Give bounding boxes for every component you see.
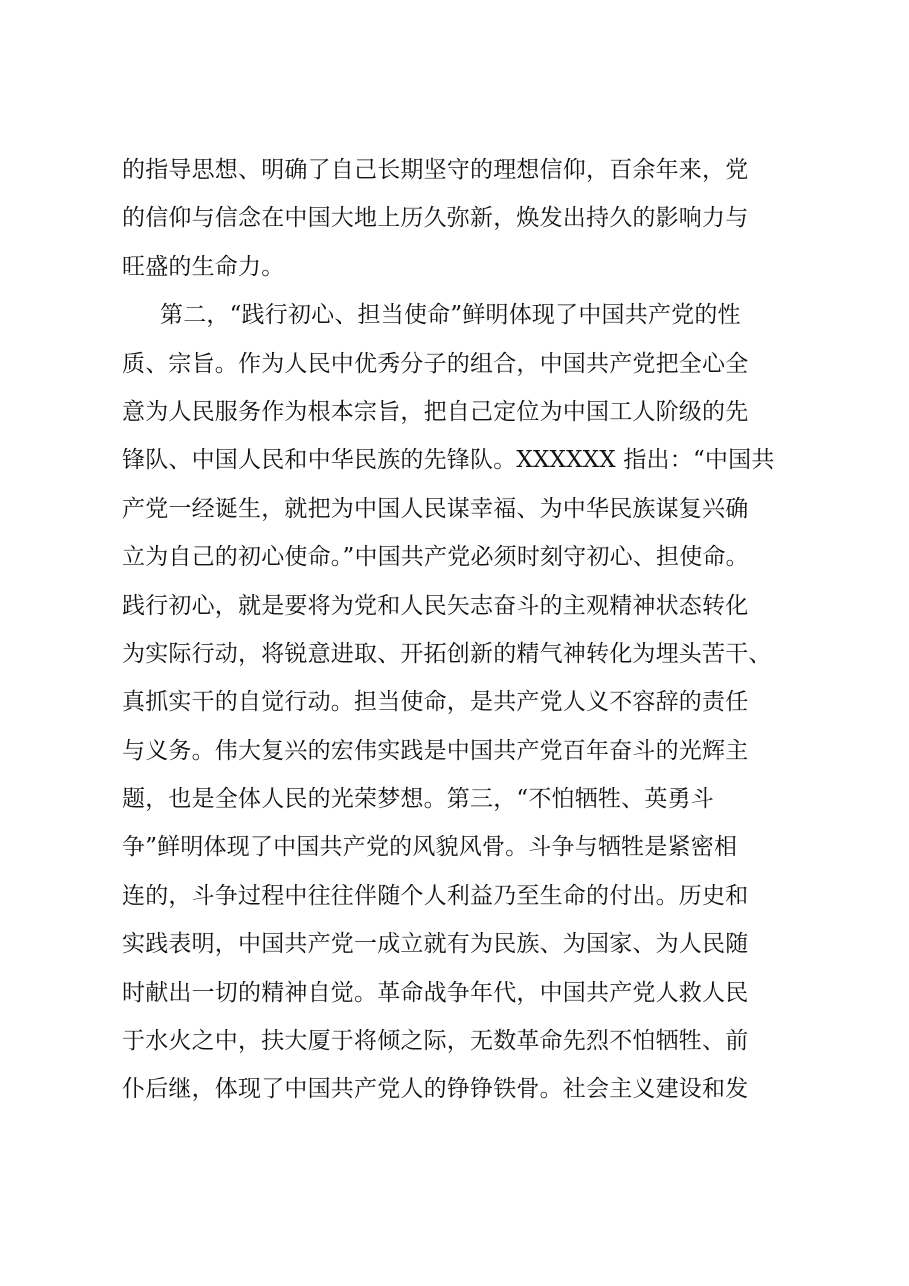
- text-line: 仆后继，体现了中国共产党人的铮铮铁骨。社会主义建设和发: [122, 1076, 749, 1103]
- text-line: 为实际行动，将锐意进取、开拓创新的精气神转化为埋头苦干、: [122, 640, 772, 667]
- text-line: 题，也是全体人民的光荣梦想。第三，“不怕牺牲、英勇斗: [122, 786, 714, 813]
- text-line: 的信仰与信念在中国大地上历久弥新，焕发出持久的影响力与: [122, 205, 749, 232]
- text-line: 锋队、中国人民和中华民族的先锋队。XXXXXX 指出：“中国共: [122, 447, 775, 474]
- text-line: 真抓实干的自觉行动。担当使命，是共产党人义不容辞的责任: [122, 689, 749, 716]
- body-text: [122, 152, 802, 1120]
- text-line: 意为人民服务作为根本宗旨，把自己定位为中国工人阶级的先: [122, 398, 749, 425]
- text-line: 产党一经诞生，就把为中国人民谋幸福、为中华民族谋复兴确: [122, 495, 749, 522]
- text-line: 连的，斗争过程中往往伴随个人利益乃至生命的付出。历史和: [122, 882, 749, 909]
- text-line: 时献出一切的精神自觉。革命战争年代，中国共产党人救人民: [122, 979, 749, 1006]
- paragraph-start-line: 第二，“践行初心、担当使命”鲜明体现了中国共产党的性: [160, 302, 741, 329]
- text-line: 实践表明，中国共产党一成立就有为民族、为国家、为人民随: [122, 931, 749, 958]
- text-line: 立为自己的初心使命。”中国共产党必须时刻守初心、担使命。: [122, 544, 749, 571]
- text-line: 的指导思想、明确了自己长期坚守的理想信仰，百余年来，党: [122, 157, 749, 183]
- text-line: 旺盛的生命力。: [122, 253, 285, 280]
- text-line: 于水火之中，扶大厦于将倾之际，无数革命先烈不怕牺牲、前: [122, 1028, 749, 1055]
- text-line: 质、宗旨。作为人民中优秀分子的组合，中国共产党把全心全: [122, 350, 749, 377]
- text-line: 争”鲜明体现了中国共产党的风貌风骨。斗争与牺牲是紧密相: [122, 834, 738, 861]
- text-line: 践行初心，就是要将为党和人民矢志奋斗的主观精神状态转化: [122, 592, 749, 619]
- text-line: 与义务。伟大复兴的宏伟实践是中国共产党百年奋斗的光辉主: [122, 737, 749, 764]
